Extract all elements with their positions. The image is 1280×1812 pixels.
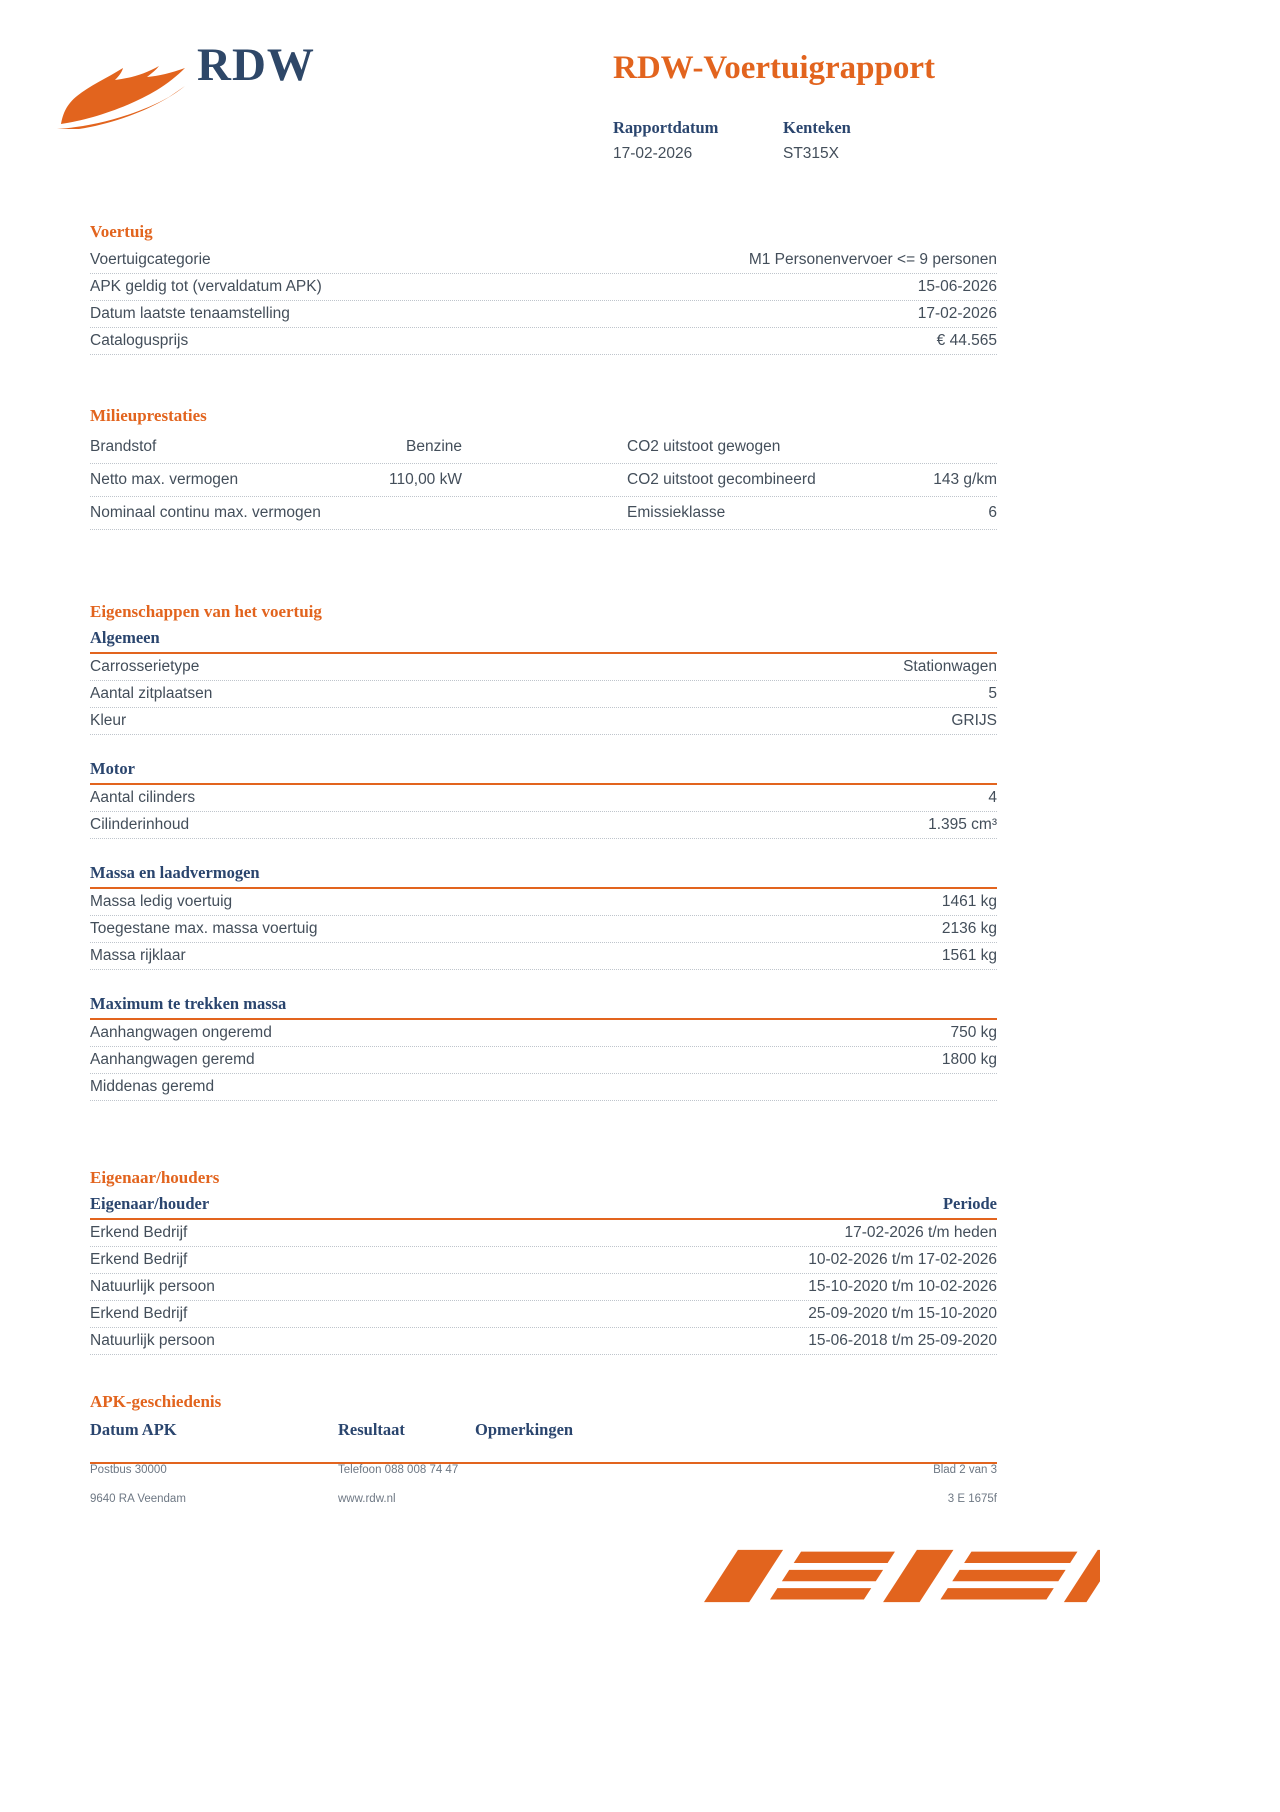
- license-plate-label: Kenteken: [783, 118, 851, 137]
- row-label: Netto max. vermogen: [90, 471, 239, 488]
- footer-page-indicator: Blad 2 van 3: [933, 1464, 997, 1476]
- owner-period: 15-10-2020 t/m 10-02-2026: [808, 1278, 997, 1295]
- report-date-value: 17-02-2026: [613, 145, 693, 162]
- footer-phone: Telefoon 088 008 74 47: [338, 1464, 459, 1476]
- rdw-logo-icon: [55, 66, 187, 137]
- row-value: 15-06-2026: [917, 278, 997, 295]
- report-date-label: Rapportdatum: [613, 118, 719, 137]
- section-eigenschappen: [90, 602, 997, 1101]
- owner-period: 15-06-2018 t/m 25-09-2020: [808, 1332, 997, 1349]
- row-value: 1.395 cm³: [928, 816, 997, 833]
- row-label: Aanhangwagen ongeremd: [90, 1024, 272, 1041]
- row-label: Aantal zitplaatsen: [90, 685, 213, 702]
- table-row: [90, 1220, 997, 1247]
- row-label: Datum laatste tenaamstelling: [90, 305, 290, 322]
- license-plate-block: [783, 118, 953, 163]
- subsection-motor: [90, 759, 997, 839]
- section-heading: Milieuprestaties: [90, 406, 207, 425]
- table-row: [90, 681, 997, 708]
- table-row: [90, 889, 997, 916]
- row-value: 750 kg: [950, 1024, 997, 1041]
- row-value: M1 Personenvervoer <= 9 personen: [748, 251, 997, 268]
- section-milieuprestaties: [90, 406, 997, 530]
- row-value: 1800 kg: [941, 1051, 997, 1068]
- row-label: Voertuigcategorie: [90, 251, 211, 268]
- table-row: [90, 1247, 997, 1274]
- row-label: Massa rijklaar: [90, 947, 186, 964]
- table-row: [90, 464, 997, 497]
- row-label: Aantal cilinders: [90, 789, 196, 806]
- row-label: CO2 uitstoot gewogen: [627, 438, 781, 455]
- owner-period: 10-02-2026 t/m 17-02-2026: [808, 1251, 997, 1268]
- subsection-trekken: [90, 994, 997, 1101]
- subsection-heading: Maximum te trekken massa: [90, 994, 997, 1020]
- row-label: Catalogusprijs: [90, 332, 189, 349]
- row-label: CO2 uitstoot gecombineerd: [627, 471, 816, 488]
- footer-website: www.rdw.nl: [338, 1493, 396, 1505]
- table-row: [90, 274, 997, 301]
- table-row: [90, 497, 997, 530]
- row-label: Massa ledig voertuig: [90, 893, 233, 910]
- row-value: 6: [988, 504, 997, 521]
- column-header-periode: Periode: [942, 1194, 997, 1213]
- row-value: GRIJS: [951, 712, 997, 729]
- column-header-datum-apk: Datum APK: [90, 1420, 177, 1439]
- footer-row: [90, 1464, 997, 1476]
- section-apk-geschiedenis: [90, 1392, 997, 1464]
- row-value: Stationwagen: [903, 658, 997, 675]
- section-eigenaar: [90, 1168, 997, 1355]
- table-row: [90, 301, 997, 328]
- row-label: Toegestane max. massa voertuig: [90, 920, 318, 937]
- column-header-resultaat: Resultaat: [338, 1420, 405, 1439]
- owner-name: Natuurlijk persoon: [90, 1332, 215, 1349]
- row-label: Brandstof: [90, 438, 157, 455]
- table-row: [90, 1328, 997, 1355]
- table-row: [90, 431, 997, 464]
- table-row: [90, 1047, 997, 1074]
- table-row: [90, 1301, 997, 1328]
- owner-name: Erkend Bedrijf: [90, 1224, 188, 1241]
- column-header-owner: Eigenaar/houder: [90, 1194, 210, 1213]
- subsection-massa: [90, 863, 997, 970]
- table-row: [90, 328, 997, 355]
- section-voertuig: [90, 222, 997, 355]
- row-label: Cilinderinhoud: [90, 816, 190, 833]
- section-heading: APK-geschiedenis: [90, 1392, 222, 1411]
- owner-period: 25-09-2020 t/m 15-10-2020: [808, 1305, 997, 1322]
- section-heading: Eigenaar/houders: [90, 1168, 220, 1187]
- row-label: Middenas geremd: [90, 1078, 215, 1095]
- apk-table-header: [90, 1420, 997, 1464]
- table-row: [90, 654, 997, 681]
- report-date-block: [613, 118, 783, 163]
- table-row: [90, 708, 997, 735]
- report-meta: [613, 118, 953, 163]
- page-title: RDW-Voertuigrapport: [613, 50, 936, 86]
- row-value: € 44.565: [936, 332, 997, 349]
- row-label: APK geldig tot (vervaldatum APK): [90, 278, 322, 295]
- table-row: [90, 916, 997, 943]
- row-label: Kleur: [90, 712, 127, 729]
- footer-row: [90, 1493, 997, 1505]
- row-value: Benzine: [405, 438, 462, 455]
- row-label: Emissieklasse: [627, 504, 726, 521]
- subsection-heading: Massa en laadvermogen: [90, 863, 997, 889]
- owner-name: Erkend Bedrijf: [90, 1305, 188, 1322]
- row-value: 143 g/km: [933, 471, 997, 488]
- section-heading: Voertuig: [90, 222, 153, 241]
- table-row: [90, 1074, 997, 1101]
- row-value: 2136 kg: [941, 920, 997, 937]
- row-value: 1561 kg: [941, 947, 997, 964]
- table-row: [90, 812, 997, 839]
- column-header-opmerkingen: Opmerkingen: [475, 1420, 574, 1439]
- rdw-stripes-graphic: [648, 1542, 1100, 1615]
- rdw-logo-wordmark: RDW: [197, 39, 315, 91]
- owner-table-header: [90, 1194, 997, 1220]
- row-value: 4: [988, 789, 997, 806]
- row-value: 110,00 kW: [389, 471, 462, 488]
- table-row: [90, 1274, 997, 1301]
- row-label: Carrosserietype: [90, 658, 200, 675]
- table-row: [90, 1020, 997, 1047]
- table-row: [90, 785, 997, 812]
- license-plate-value: ST315X: [783, 145, 840, 162]
- owner-name: Natuurlijk persoon: [90, 1278, 215, 1295]
- subsection-algemeen: [90, 628, 997, 735]
- owner-name: Erkend Bedrijf: [90, 1251, 188, 1268]
- footer-doc-code: 3 E 1675f: [947, 1493, 997, 1505]
- row-value: 17-02-2026: [917, 305, 997, 322]
- row-label: Nominaal continu max. vermogen: [90, 504, 321, 521]
- row-value: 1461 kg: [941, 893, 997, 910]
- row-value: 5: [988, 685, 997, 702]
- subsection-heading: Motor: [90, 759, 997, 785]
- table-row: [90, 943, 997, 970]
- footer-address-line1: Postbus 30000: [90, 1464, 167, 1476]
- table-row: [90, 247, 997, 274]
- owner-period: 17-02-2026 t/m heden: [844, 1224, 997, 1241]
- section-heading: Eigenschappen van het voertuig: [90, 602, 322, 621]
- row-label: Aanhangwagen geremd: [90, 1051, 255, 1068]
- footer-address-line2: 9640 RA Veendam: [90, 1493, 186, 1505]
- subsection-heading: Algemeen: [90, 628, 997, 654]
